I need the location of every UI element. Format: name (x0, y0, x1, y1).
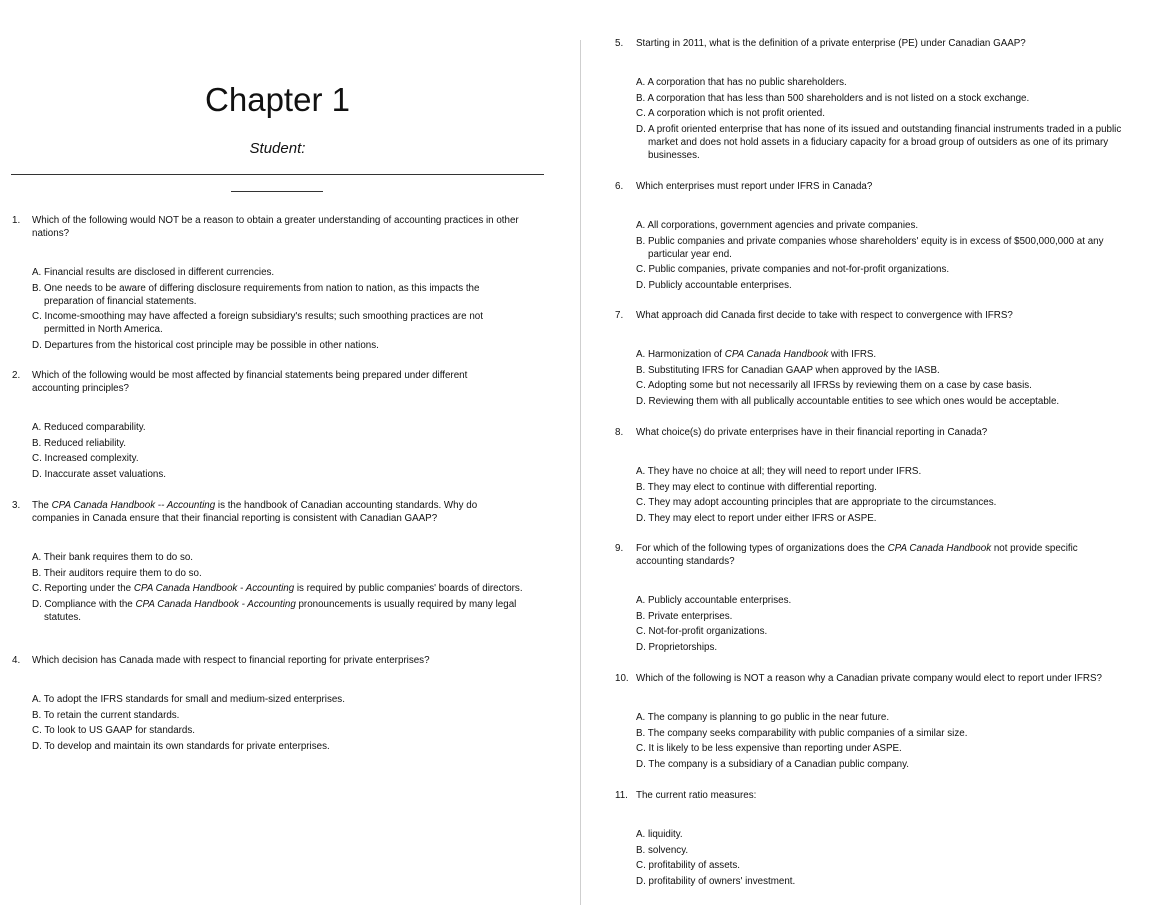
option-a: A. Their bank requires them to do so. (32, 552, 194, 563)
option-a: A. All corporations, government agencies and private companies. (636, 220, 919, 231)
option-b: B. Public companies and private companies whose shareholders' equity is in excess of $500,000,000 at any particular year end. (636, 235, 1104, 260)
question-5-options (636, 76, 1141, 164)
question-6-options (636, 219, 1146, 294)
question-5 (615, 37, 1145, 50)
option-d: D. The company is a subsidiary of a Canadian public company. (636, 758, 910, 770)
option-a: A. The company is planning to go public in the near future. (636, 712, 890, 723)
question-text: What choice(s) do private enterprises have in their financial reporting in Canada? (636, 427, 988, 438)
option-c: C. To look to US GAAP for standards. (32, 725, 195, 736)
question-10 (615, 672, 1150, 685)
option-d: D. Reviewing them with all publically accountable entities to see which ones would be acceptable. (636, 395, 1060, 407)
option-d: D. Publicly accountable enterprises. (636, 279, 792, 291)
option-c: C. Income-smoothing may have affected a foreign subsidiary's results; such smoothing practices are not permitted in North America. (32, 311, 483, 335)
option-d: D. To develop and maintain its own standards for private enterprises. (32, 740, 330, 752)
question-9-options (636, 594, 1141, 656)
column-divider (580, 40, 581, 905)
question-text: Which decision has Canada made with respect to financial reporting for private enterprises? (32, 655, 430, 666)
question-number: 8. (615, 427, 624, 438)
question-11 (615, 789, 1145, 802)
student-name-short-line (231, 191, 323, 192)
option-a: A. Publicly accountable enterprises. (636, 595, 792, 606)
option-a: A. They have no choice at all; they will need to report under IFRS. (636, 466, 922, 477)
question-number: 7. (615, 310, 624, 321)
option-c: C. It is likely to be less expensive than reporting under ASPE. (636, 743, 902, 754)
option-d: D. profitability of owners' investment. (636, 875, 796, 887)
option-c: C. profitability of assets. (636, 860, 740, 871)
question-8 (615, 426, 1145, 439)
option-d: D. Inaccurate asset valuations. (32, 468, 166, 480)
question-text: Which enterprises must report under IFRS in Canada? (636, 181, 873, 192)
option-c: C. Adopting some but not necessarily all IFRSs by reviewing them on a case by case basis. (636, 380, 1032, 391)
question-text: The CPA Canada Handbook -- Accounting is the handbook of Canadian accounting standards. Why do companies in Canada ensure that their financial reporting is consistent with Canadian GAAP? (32, 500, 478, 524)
question-number: 9. (615, 543, 624, 554)
question-text: Which of the following would NOT be a reason to obtain a greater understanding of accounting practices in other nations? (32, 215, 519, 239)
option-c: C. Public companies, private companies and not-for-profit organizations. (636, 264, 950, 275)
option-c: C. Not-for-profit organizations. (636, 626, 768, 637)
question-text: Starting in 2011, what is the definition of a private enterprise (PE) under Canadian GAAP? (636, 38, 1026, 49)
question-4-options (32, 693, 527, 755)
question-number: 6. (615, 181, 624, 192)
question-1 (12, 214, 532, 240)
question-9 (615, 542, 1120, 568)
option-c: C. A corporation which is not profit oriented. (636, 108, 825, 119)
option-a: A. To adopt the IFRS standards for small and medium-sized enterprises. (32, 694, 345, 705)
question-10-options (636, 711, 1141, 773)
option-b: B. To retain the current standards. (32, 709, 180, 721)
question-number: 11. (615, 790, 628, 801)
question-3-options (32, 551, 527, 626)
option-b: B. One needs to be aware of differing disclosure requirements from nation to nation, as this impacts the preparation of financial statements. (32, 282, 480, 307)
question-4 (12, 654, 532, 667)
question-7-options (636, 348, 1141, 410)
question-text: For which of the following types of organizations does the CPA Canada Handbook not provide specific accounting standards? (636, 543, 1078, 567)
question-8-options (636, 465, 1141, 527)
option-b: B. Their auditors require them to do so. (32, 567, 202, 579)
option-d: D. Compliance with the CPA Canada Handbook - Accounting pronouncements is usually required by many legal statutes. (32, 598, 517, 623)
question-text: What approach did Canada first decide to take with respect to convergence with IFRS? (636, 310, 1013, 321)
option-b: B. Private enterprises. (636, 610, 733, 622)
question-text: The current ratio measures: (636, 790, 757, 801)
option-d: D. Proprietorships. (636, 641, 718, 653)
question-11-options (636, 828, 1141, 890)
question-number: 1. (12, 215, 21, 226)
question-2-options (32, 421, 522, 483)
option-b: B. Reduced reliability. (32, 437, 127, 449)
option-b: B. solvency. (636, 844, 689, 856)
option-c: C. Reporting under the CPA Canada Handbook - Accounting is required by public companies' boards of directors. (32, 583, 523, 594)
question-number: 3. (12, 500, 21, 511)
question-1-options (32, 266, 522, 354)
option-b: B. Substituting IFRS for Canadian GAAP when approved by the IASB. (636, 364, 940, 376)
option-d: D. A profit oriented enterprise that has none of its issued and outstanding financial instruments traded in a public market and does not hold assets in a fiduciary capacity for a broad group of outsiders as one of its primary businesses. (636, 123, 1122, 161)
option-a: A. A corporation that has no public shareholders. (636, 77, 847, 88)
option-c: C. They may adopt accounting principles that are appropriate to the circumstances. (636, 497, 997, 508)
option-d: D. Departures from the historical cost principle may be possible in other nations. (32, 339, 379, 351)
question-number: 2. (12, 370, 21, 381)
option-a: A. Financial results are disclosed in different currencies. (32, 267, 275, 278)
option-a: A. liquidity. (636, 829, 683, 840)
question-7 (615, 309, 1145, 322)
option-a: A. Harmonization of CPA Canada Handbook with IFRS. (636, 349, 877, 360)
question-number: 5. (615, 38, 624, 49)
question-number: 10. (615, 673, 629, 684)
question-3 (12, 499, 517, 525)
question-6 (615, 180, 1145, 193)
question-text: Which of the following is NOT a reason why a Canadian private company would elect to report under IFRS? (636, 673, 1102, 684)
question-2 (12, 369, 512, 395)
option-b: B. A corporation that has less than 500 shareholders and is not listed on a stock exchange. (636, 92, 1030, 104)
option-c: C. Increased complexity. (32, 453, 139, 464)
question-text: Which of the following would be most affected by financial statements being prepared under different accounting principles? (32, 370, 468, 394)
option-a: A. Reduced comparability. (32, 422, 146, 433)
student-name-line (11, 174, 544, 175)
question-number: 4. (12, 655, 21, 666)
student-label: Student: (249, 140, 306, 157)
option-d: D. They may elect to report under either IFRS or ASPE. (636, 512, 877, 524)
option-b: B. The company seeks comparability with public companies of a similar size. (636, 727, 968, 739)
option-b: B. They may elect to continue with differential reporting. (636, 481, 877, 493)
page-title: Chapter 1 (205, 81, 350, 118)
